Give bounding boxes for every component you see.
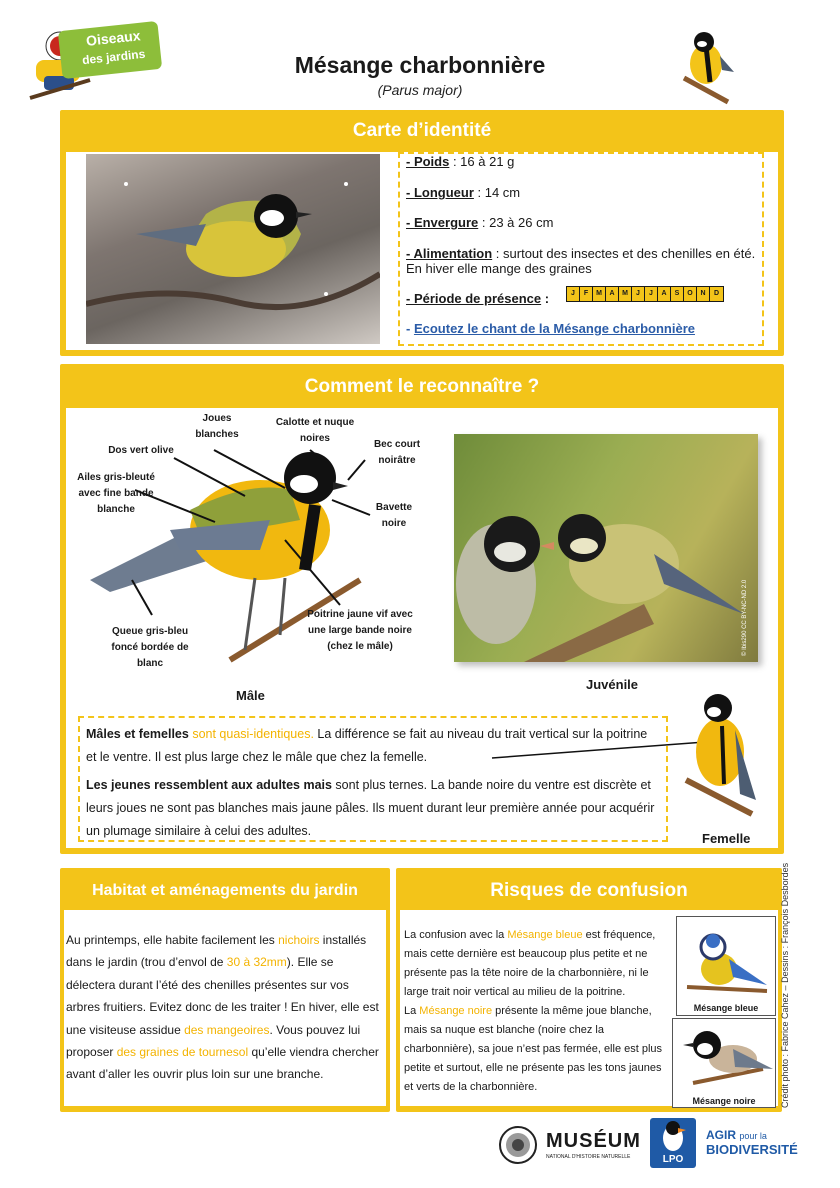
juvenile-caption: Juvénile <box>586 677 639 692</box>
cheek-shape <box>290 475 318 493</box>
habitat-feeders: des mangeoires <box>184 1022 270 1037</box>
logo-text-line1: Oiseaux <box>85 27 142 49</box>
identity-heading: Carte d’identité <box>352 120 492 141</box>
great-tit-icon <box>676 26 736 106</box>
sexes-highlight: sont quasi-identiques. <box>188 727 314 741</box>
lpo-logo <box>650 1118 696 1168</box>
museum-logo-subtext: NATIONAL D'HISTOIRE NATURELLE <box>546 1154 631 1160</box>
habitat-text-5: qu’elle viendra chercher avant d’aller les ouvrir plus loin sur une branche. <box>66 1045 379 1082</box>
month-jun: J <box>632 287 645 301</box>
blue-tit-icon <box>677 917 775 999</box>
month-apr: A <box>606 287 619 301</box>
weight-value: : 16 à 21 g <box>449 154 515 169</box>
great-tit-photo <box>86 154 380 344</box>
female-caption: Femelle <box>702 831 751 846</box>
month-jan: J <box>567 287 580 301</box>
habitat-nichoirs: nichoirs <box>278 933 320 947</box>
presence-row <box>406 291 549 306</box>
month-aug: A <box>658 287 671 301</box>
confusion-paragraph <box>404 926 670 1097</box>
male-caption: Mâle <box>236 688 265 703</box>
habitat-text-4: . Vous pouvez lui proposer <box>66 1022 361 1060</box>
month-mar: M <box>593 287 606 301</box>
label-calotte: Calotte et nuque noires <box>275 417 355 444</box>
label-ailes: Ailes gris-bleuté avec fine bande blanche <box>77 472 155 515</box>
photo-credits <box>780 862 794 1108</box>
beak-shape <box>333 482 348 490</box>
label-bec: Bec court noirâtre <box>373 439 421 466</box>
latin-name: (Parus major) <box>377 82 463 98</box>
presence-label: - Période de présence <box>406 291 542 306</box>
confusion-text-2: est fréquence, mais cette dernière est beaucoup plus petite et ne présente pas la tête noire de la charbonnière, ni le large trait noir vertical au milieu de la poitrine. <box>404 929 656 998</box>
blue-tit-caption: Mésange bleue <box>693 1003 759 1013</box>
listen-song-row <box>406 321 695 336</box>
month-sep: S <box>671 287 684 301</box>
confusion-heading: Risques de confusion <box>490 880 688 901</box>
photo-credits-text: Crédit photo : Fabrice Cahez – Dessins : François Desbordes <box>780 862 790 1108</box>
listen-song-link[interactable]: Ecoutez le chant de la Mésange charbonnière <box>413 321 695 336</box>
sexes-text: La différence se fait au niveau du trait vertical sur la poitrine et le ventre. Il est plus large chez le mâle que chez la femelle. <box>86 727 648 764</box>
agir-pour-la: pour la <box>739 1131 767 1141</box>
wingspan-row <box>406 215 553 230</box>
habitat-text-1: Au printemps, elle habite facilement les <box>66 933 279 947</box>
label-dos: Dos vert olive <box>108 445 174 456</box>
label-queue: Queue gris-bleu foncé bordée de blanc <box>111 626 189 669</box>
confusion-text-4: présente la même joue blanche, mais sa nuque est blanche (noire chez la charbonnière), sa joue n’est pas fermée, elle est plus petite et surtout, elle ne présente pas les tons jaunes et verts de la charbonnière. <box>404 1005 663 1093</box>
listen-dash: - <box>406 321 414 336</box>
month-dec: D <box>710 287 723 301</box>
lpo-logo-text: LPO <box>662 1154 684 1165</box>
month-nov: N <box>697 287 710 301</box>
month-oct: O <box>684 287 697 301</box>
confusion-coal-tit: Mésange noire <box>419 1005 493 1017</box>
museum-seal-icon <box>498 1124 538 1166</box>
diet-row <box>406 246 756 276</box>
month-may: M <box>619 287 632 301</box>
wingspan-value: : 23 à 26 cm <box>478 215 554 230</box>
page-title: Mésange charbonnière <box>294 52 546 78</box>
recognize-heading: Comment le reconnaître ? <box>304 376 540 397</box>
agir-biodiversite: BIODIVERSITÉ <box>706 1142 798 1157</box>
length-value: : 14 cm <box>473 185 521 200</box>
length-label: - Longueur <box>406 185 474 200</box>
label-poitrine: Poitrine jaune vif avec une large bande noire (chez le mâle) <box>307 609 413 652</box>
blue-tit-thumb <box>676 916 776 1016</box>
confusion-text-1: La confusion avec la <box>404 929 508 941</box>
presence-colon: : <box>541 291 550 306</box>
weight-row <box>406 154 514 169</box>
confusion-blue-tit: Mésange bleue <box>507 929 583 941</box>
habitat-paragraph <box>66 929 380 1086</box>
juvenile-bold: Les jeunes ressemblent aux adultes mais <box>86 778 332 792</box>
coal-tit-thumb <box>672 1018 776 1108</box>
photo-credit-box <box>742 566 752 656</box>
agir-logo <box>706 1128 767 1142</box>
logo-text-line2: des jardins <box>81 46 146 68</box>
juvenile-photo <box>454 434 758 662</box>
habitat-seeds: des graines de tournesol <box>116 1045 249 1060</box>
label-joues: Joues blanches <box>195 413 239 440</box>
month-jul: J <box>645 287 658 301</box>
juvenile-text: sont plus ternes. La bande noire du ventre est discrète et leurs joues ne sont pas blanches mais jaune pâles. Ils muent durant leur première année pour acquérir un plumage similaire à celui des adultes. <box>86 778 655 838</box>
female-cheek <box>707 707 721 717</box>
pointer-queue <box>132 580 152 615</box>
diet-value: : surtout des insectes et des chenilles en été. En hiver elle mange des graines <box>406 246 756 276</box>
habitat-text-3: ). Elle se délectera durant l’été des chenilles présentes sur vos arbres fruitiers. Evitez donc de les traiter ! En hiver, elle est une visiteuse assidue <box>66 955 379 1037</box>
juvenile-photo-drawing <box>454 434 758 662</box>
sexes-bold: Mâles et femelles <box>86 727 189 741</box>
pointer-dos <box>174 458 245 496</box>
coal-tit-caption: Mésange noire <box>692 1096 756 1106</box>
leg-left <box>245 578 255 650</box>
female-diagram <box>490 690 790 820</box>
diet-label: - Alimentation <box>406 246 493 261</box>
habitat-hole-size: 30 à 32mm <box>226 955 287 970</box>
coal-tit-icon <box>673 1019 775 1093</box>
presence-months <box>566 286 724 302</box>
great-tit-photo-drawing <box>86 154 380 344</box>
month-feb: F <box>580 287 593 301</box>
female-stripe <box>722 726 724 784</box>
label-bavette: Bavette noire <box>375 502 413 529</box>
pointer-female <box>492 742 705 758</box>
habitat-heading: Habitat et aménagements du jardin <box>92 882 358 899</box>
museum-logo-text: MUSÉUM <box>546 1130 641 1152</box>
agir-word: AGIR <box>706 1128 736 1142</box>
photo-credit: © Ibis290 CC BY-NC-ND 2.0 <box>742 579 748 656</box>
habitat-text-2: installés dans le jardin (trou d’envol de <box>66 933 367 970</box>
weight-label: - Poids <box>406 154 450 169</box>
length-row <box>406 185 520 200</box>
confusion-text-3: La <box>404 1005 420 1017</box>
wingspan-label: - Envergure <box>406 215 479 230</box>
puffin-icon <box>650 1118 696 1154</box>
